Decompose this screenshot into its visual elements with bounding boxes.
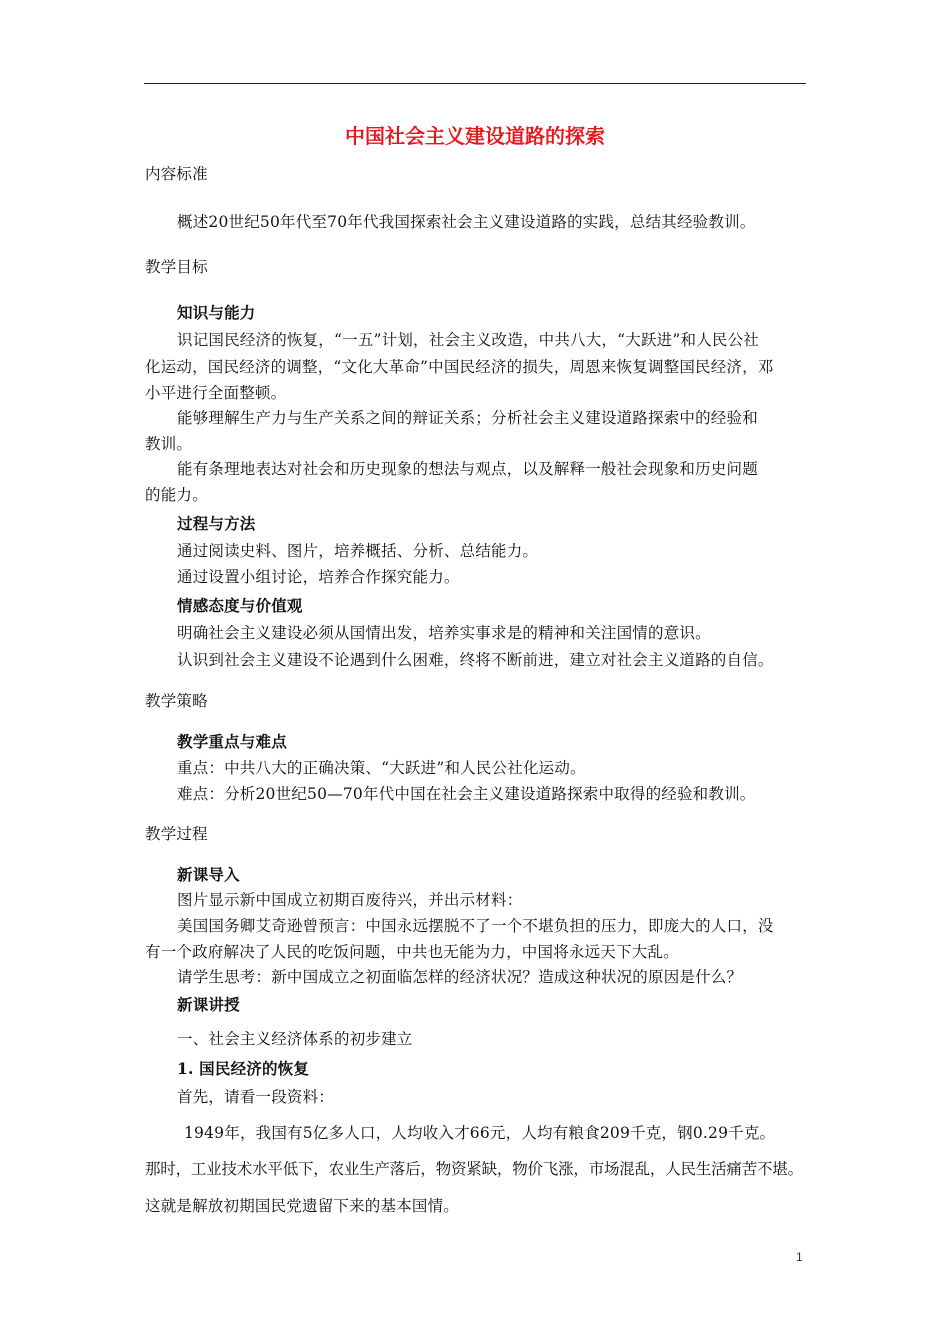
- section-heading: 内容标准: [145, 165, 208, 183]
- paragraph-line: 明确社会主义建设必须从国情出发，培养实事求是的精神和关注国情的意识。: [177, 624, 711, 642]
- paragraph-line: 难点：分析20世纪50—70年代中国在社会主义建设道路探索中取得的经验和教训。: [177, 785, 756, 803]
- document-title: 中国社会主义建设道路的探索: [345, 124, 605, 148]
- page-number: 1: [796, 1250, 803, 1264]
- subsection-heading: 情感态度与价值观: [177, 596, 303, 615]
- header-rule: [144, 83, 806, 84]
- paragraph-line: 认识到社会主义建设不论遇到什么困难，终将不断前进，建立对社会主义道路的自信。: [177, 651, 774, 669]
- section-heading: 教学目标: [145, 258, 208, 276]
- section-heading: 教学过程: [145, 825, 208, 843]
- paragraph-line: 请学生思考：新中国成立之初面临怎样的经济状况？造成这种状况的原因是什么？: [177, 968, 743, 986]
- section-heading: 教学策略: [145, 692, 208, 710]
- paragraph-line: 的能力。: [145, 486, 208, 504]
- paragraph-line: 小平进行全面整顿。: [145, 384, 287, 402]
- subsection-heading: 教学重点与难点: [177, 732, 287, 751]
- paragraph-line: 识记国民经济的恢复，“一五”计划，社会主义改造，中共八大，“大跃进”和人民公社: [177, 331, 759, 349]
- paragraph-line: 有一个政府解决了人民的吃饭问题，中共也无能为力，中国将永远天下大乱。: [145, 943, 679, 961]
- paragraph-line: 通过设置小组讨论，培养合作探究能力。: [177, 568, 460, 586]
- paragraph-line: 重点：中共八大的正确决策、“大跃进”和人民公社化运动。: [177, 759, 586, 777]
- paragraph-line: 能够理解生产力与生产关系之间的辩证关系；分析社会主义建设道路探索中的经验和: [177, 409, 758, 427]
- paragraph-line: 1949年，我国有5亿多人口，人均收入才66元，人均有粮食209千克，钢0.29千克。: [184, 1124, 776, 1142]
- paragraph-line: 能有条理地表达对社会和历史现象的想法与观点，以及解释一般社会现象和历史问题: [177, 460, 758, 478]
- paragraph-line: 图片显示新中国成立初期百废待兴，并出示材料：: [177, 891, 523, 909]
- paragraph-line: 通过阅读史料、图片，培养概括、分析、总结能力。: [177, 542, 539, 560]
- subsection-heading: 新课讲授: [177, 995, 240, 1014]
- subsection-heading: 新课导入: [177, 865, 240, 884]
- paragraph-line: 首先，请看一段资料：: [177, 1088, 335, 1106]
- subsection-heading: 1. 国民经济的恢复: [177, 1059, 310, 1078]
- subsection-heading: 知识与能力: [177, 303, 256, 322]
- paragraph-line: 美国国务卿艾奇逊曾预言：中国永远摆脱不了一个不堪负担的压力，即庞大的人口，没: [177, 917, 774, 935]
- paragraph-line: 那时，工业技术水平低下，农业生产落后，物资紧缺，物价飞涨，市场混乱，人民生活痛苦不堪。: [145, 1160, 803, 1178]
- paragraph-line: 概述20世纪50年代至70年代我国探索社会主义建设道路的实践，总结其经验教训。: [177, 213, 756, 231]
- paragraph-line: 一、社会主义经济体系的初步建立: [177, 1030, 413, 1048]
- subsection-heading: 过程与方法: [177, 514, 256, 533]
- paragraph-line: 这就是解放初期国民党遗留下来的基本国情。: [145, 1197, 460, 1215]
- paragraph-line: 化运动，国民经济的调整，“文化大革命”中国民经济的损失，周恩来恢复调整国民经济，邓: [145, 358, 774, 376]
- paragraph-line: 教训。: [145, 435, 193, 453]
